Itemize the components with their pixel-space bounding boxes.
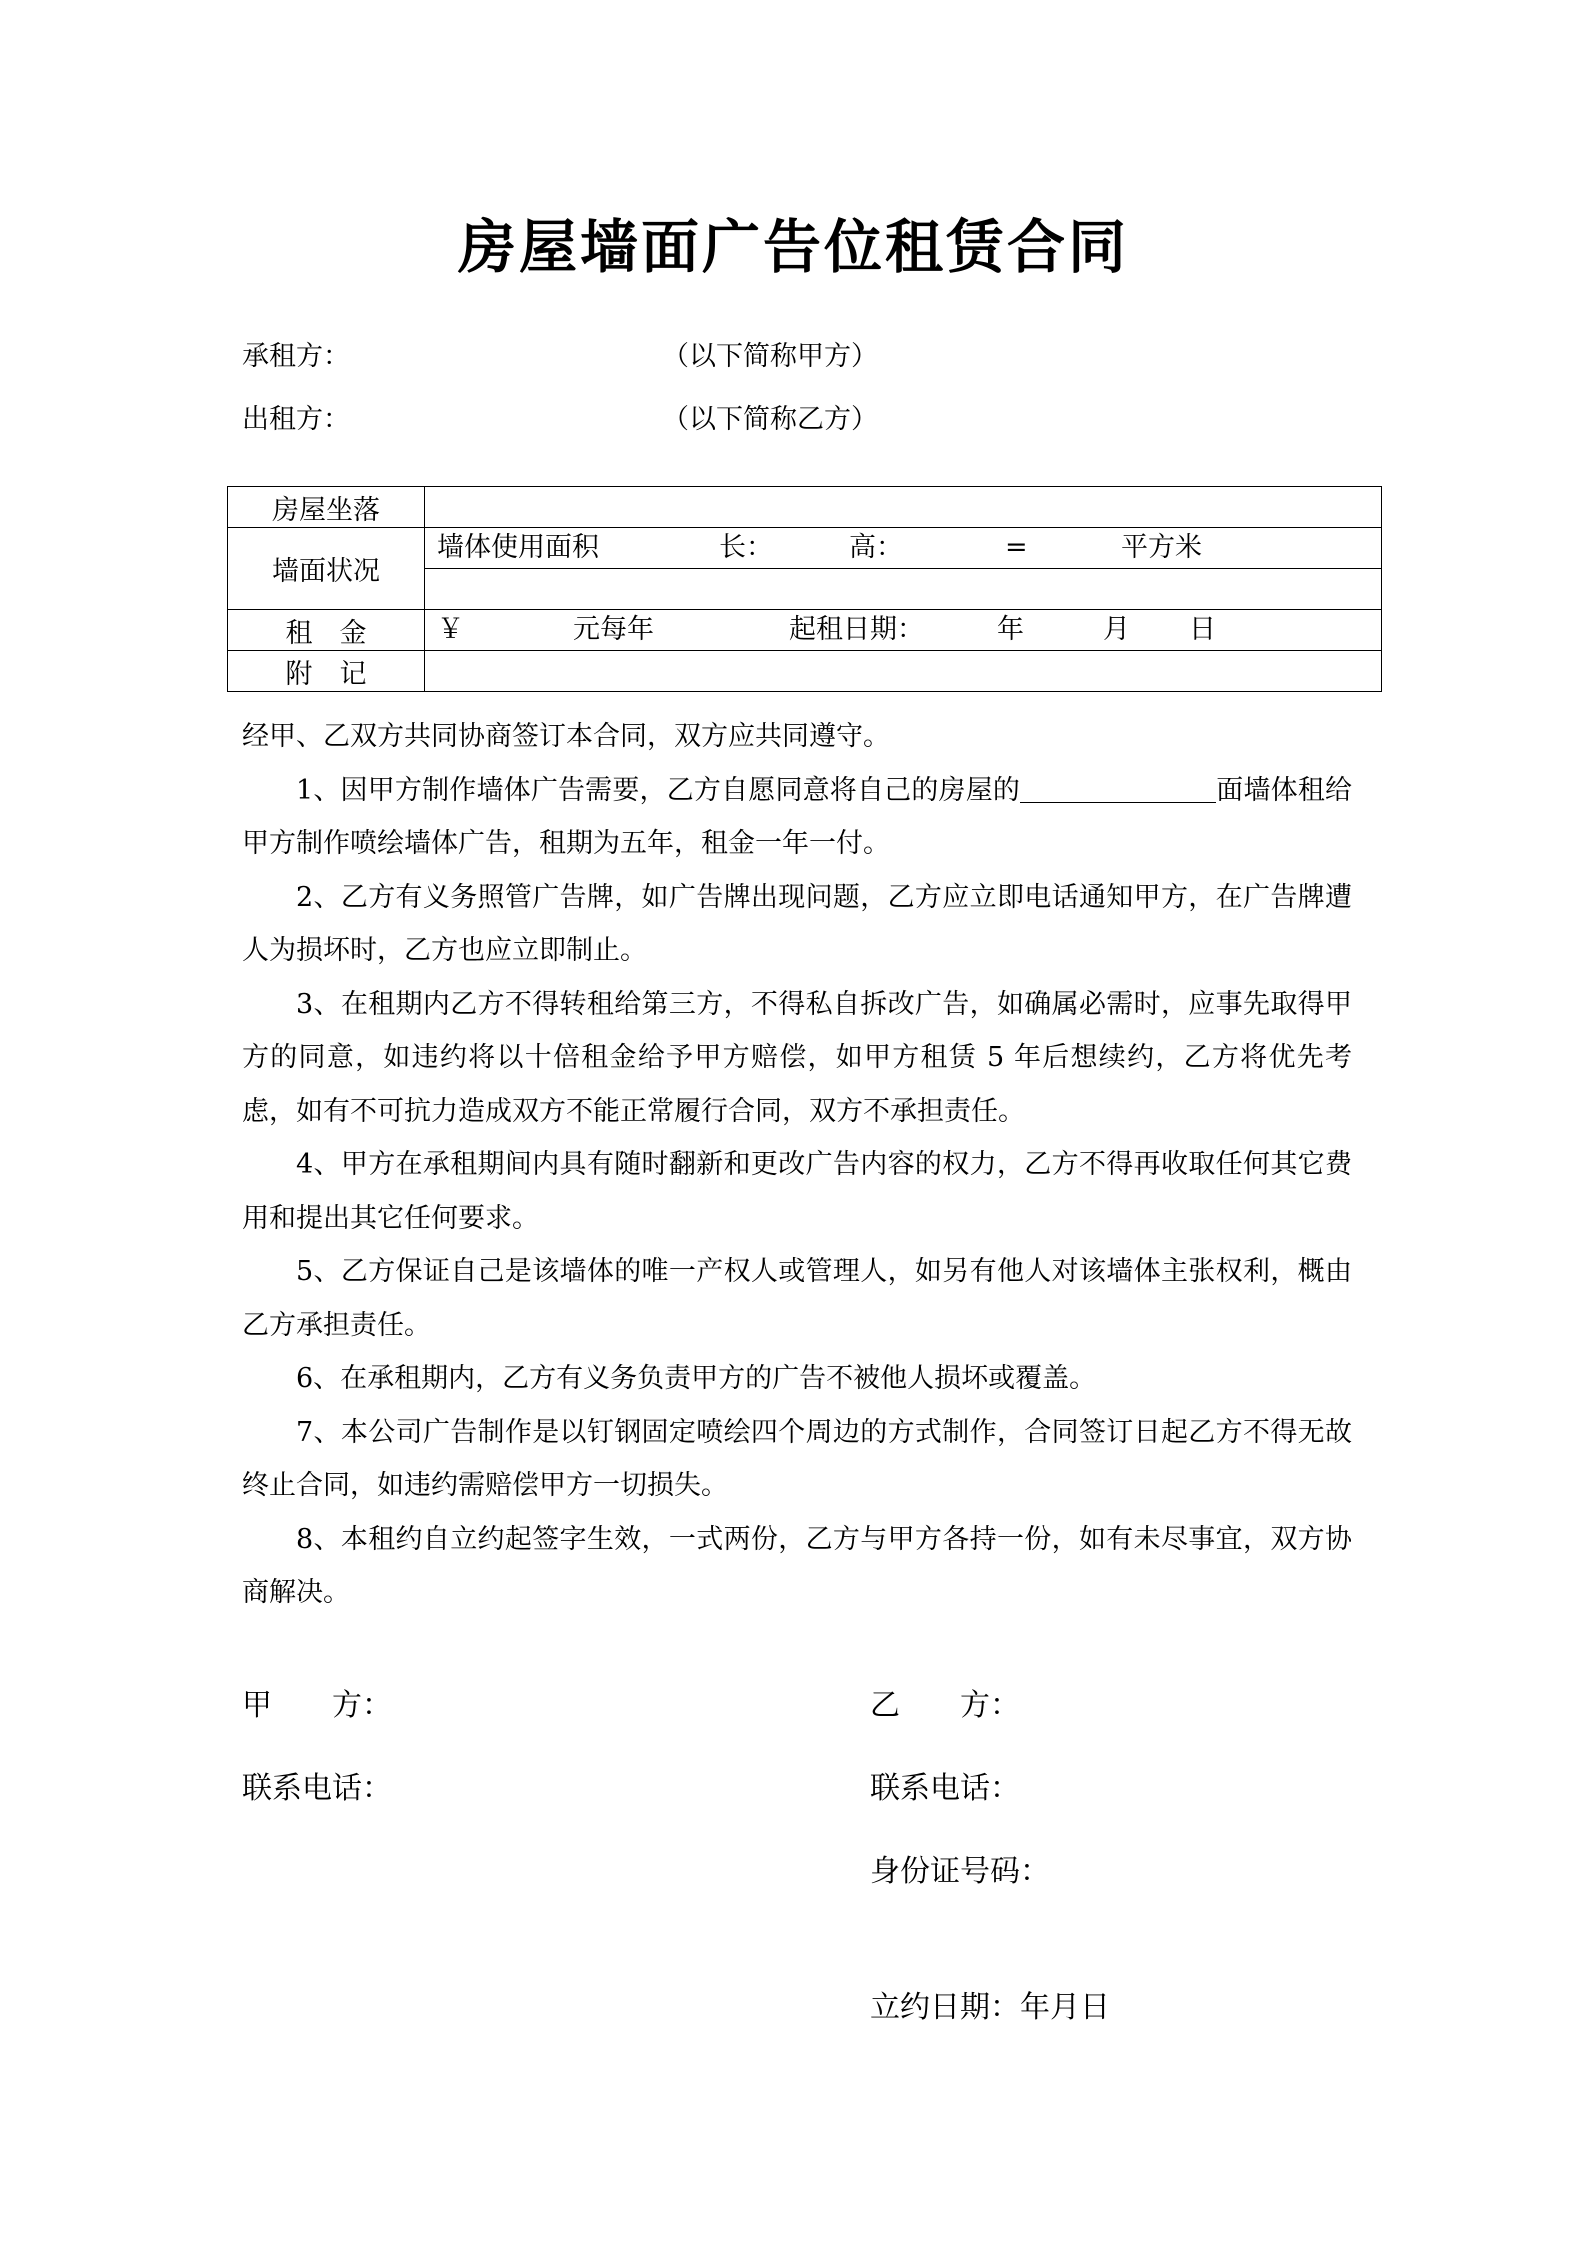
wall-area-cell[interactable] (425, 528, 1382, 569)
table-row (228, 528, 1382, 569)
sign-date-label: 立约日期：年月日 (870, 1990, 1110, 2025)
clause-3: 3、在租期内乙方不得转租给第三方，不得私自拆改广告，如确属必需时，应事先取得甲方的同意，如违约将以十倍租金给予甲方赔偿，如甲方租赁 5 年后想续约，乙方将优先考虑，如有不可抗力造成双方不能正常履行合同，双方不承担责任。 (242, 988, 1352, 1127)
lessee-label: 承租方： (242, 341, 350, 372)
equals-sign: = (1005, 532, 1028, 563)
lessor-line (242, 397, 878, 436)
location-value[interactable] (425, 487, 1382, 528)
height-label: 高： (849, 532, 903, 563)
party-a-label: 甲 方： (242, 1688, 392, 1723)
length-label: 长： (719, 532, 773, 563)
intro-paragraph: 经甲、乙双方共同协商签订本合同，双方应共同遵守。 (242, 721, 890, 752)
table-row (228, 610, 1382, 651)
party-b-phone-label: 联系电话： (870, 1771, 1020, 1806)
remarks-value[interactable] (425, 651, 1382, 692)
clause-7: 7、本公司广告制作是以钉钢固定喷绘四个周边的方式制作，合同签订日起乙方不得无故终止合同，如违约需赔偿甲方一切损失。 (242, 1416, 1352, 1501)
lessee-line (242, 334, 878, 373)
lessor-label: 出租方： (242, 404, 350, 435)
lessee-note: （以下简称甲方） (662, 341, 878, 372)
rent-label: 租 金 (228, 610, 425, 651)
month-label: 月 (1103, 614, 1130, 645)
day-label: 日 (1189, 614, 1216, 645)
clause-8: 8、本租约自立约起签字生效，一式两份，乙方与甲方各持一份，如有未尽事宜，双方协商解决。 (242, 1523, 1352, 1608)
clause-1 (242, 764, 1352, 871)
per-year-label: 元每年 (573, 614, 654, 645)
clause-1-text-a: 1、因甲方制作墙体广告需要，乙方自愿同意将自己的房屋的 (296, 774, 1021, 806)
document-title: 房屋墙面广告位租赁合同 (457, 213, 1129, 281)
location-label: 房屋坐落 (228, 487, 425, 528)
property-info-table (227, 486, 1382, 692)
clause-6: 6、在承租期内，乙方有义务负责甲方的广告不被他人损坏或覆盖。 (296, 1363, 1097, 1394)
wall-area-label: 墙体使用面积 (437, 532, 599, 563)
year-label: 年 (997, 614, 1024, 645)
remarks-label: 附 记 (228, 651, 425, 692)
clause-5: 5、乙方保证自己是该墙体的唯一产权人或管理人，如另有他人对该墙体主张权利，概由乙方承担责任。 (242, 1256, 1352, 1341)
clause-1-text-b: 面墙体租给甲方制作喷绘墙体广告，租期为五年，租金一年一付。 (242, 774, 1353, 859)
wall-direction-blank[interactable] (1020, 772, 1216, 803)
party-b-label: 乙 方： (870, 1688, 1020, 1723)
start-date-label: 起租日期： (789, 614, 924, 645)
id-number-label: 身份证号码： (870, 1854, 1050, 1889)
area-unit: 平方米 (1121, 532, 1202, 563)
wall-notes-value[interactable] (425, 569, 1382, 610)
wall-label: 墙面状况 (228, 528, 425, 610)
lessor-note: （以下简称乙方） (662, 404, 878, 435)
contract-body (242, 710, 1352, 1620)
clause-2: 2、乙方有义务照管广告牌，如广告牌出现问题，乙方应立即电话通知甲方，在广告牌遭人为损坏时，乙方也应立即制止。 (242, 881, 1352, 966)
rent-cell[interactable] (425, 610, 1382, 651)
table-row (228, 651, 1382, 692)
clause-4: 4、甲方在承租期间内具有随时翻新和更改广告内容的权力，乙方不得再收取任何其它费用和提出其它任何要求。 (242, 1149, 1352, 1234)
table-row (228, 487, 1382, 528)
currency-symbol: ￥ (437, 614, 464, 645)
party-a-phone-label: 联系电话： (242, 1771, 392, 1806)
